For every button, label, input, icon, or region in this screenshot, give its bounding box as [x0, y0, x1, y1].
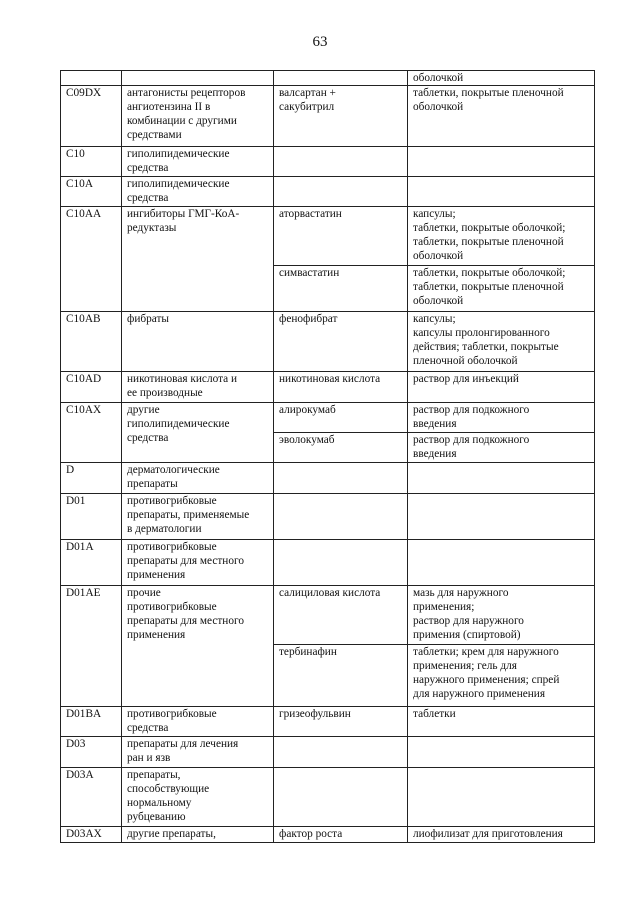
group-cell: фибраты — [122, 312, 274, 372]
dosage-form-cell: раствор для инъекций — [408, 372, 595, 403]
group-cell: никотиновая кислота и ее производные — [122, 372, 274, 403]
dosage-form-cell: раствор для подкожного введения — [408, 433, 595, 463]
drug-name-cell: гризеофульвин — [274, 707, 408, 737]
group-cell: антагонисты рецепторов ангиотензина II в комбинации с другими средствами — [122, 86, 274, 147]
drug-name-cell: аторвастатин — [274, 207, 408, 266]
dosage-form-cell: капсулы; капсулы пролонгированного действия; таблетки, покрытые пленочной оболочкой — [408, 312, 595, 372]
atc-code-cell: D01BA — [61, 707, 122, 737]
drug-name-cell — [274, 177, 408, 207]
drug-name-cell — [274, 71, 408, 86]
atc-code-cell: D03AX — [61, 827, 122, 843]
dosage-form-cell: таблетки — [408, 707, 595, 737]
atc-code-cell — [61, 71, 122, 86]
dosage-form-cell: раствор для подкожного введения — [408, 403, 595, 433]
drug-name-cell: салициловая кислота — [274, 586, 408, 645]
group-cell: другие гиполипидемические средства — [122, 403, 274, 463]
atc-code-cell: C10AD — [61, 372, 122, 403]
dosage-form-cell — [408, 463, 595, 494]
table-row — [61, 207, 595, 266]
atc-code-cell: D — [61, 463, 122, 494]
group-cell: противогрибковые препараты, применяемые в дерматологии — [122, 494, 274, 540]
group-cell: другие препараты, — [122, 827, 274, 843]
dosage-form-cell — [408, 147, 595, 177]
drug-name-cell: алирокумаб — [274, 403, 408, 433]
drug-name-cell: тербинафин — [274, 645, 408, 707]
atc-code-cell: C10AX — [61, 403, 122, 463]
table-row — [61, 586, 595, 645]
atc-code-cell: C10AA — [61, 207, 122, 312]
dosage-form-cell — [408, 177, 595, 207]
atc-code-cell: D01AE — [61, 586, 122, 707]
drug-name-cell: эволокумаб — [274, 433, 408, 463]
group-cell: противогрибковые препараты для местного применения — [122, 540, 274, 586]
table-row — [61, 768, 595, 827]
group-cell: гиполипидемические средства — [122, 147, 274, 177]
table-row — [61, 463, 595, 494]
atc-code-cell: D01 — [61, 494, 122, 540]
drug-name-cell: валсартан + сакубитрил — [274, 86, 408, 147]
drug-name-cell: симвастатин — [274, 266, 408, 312]
atc-code-cell: C10A — [61, 177, 122, 207]
table-row — [61, 147, 595, 177]
drug-name-cell: фактор роста — [274, 827, 408, 843]
table-row — [61, 403, 595, 433]
group-cell: ингибиторы ГМГ-КоА- редуктазы — [122, 207, 274, 312]
atc-code-cell: C09DX — [61, 86, 122, 147]
drug-name-cell — [274, 540, 408, 586]
table-row — [61, 737, 595, 768]
group-cell: препараты для лечения ран и язв — [122, 737, 274, 768]
table-row — [61, 827, 595, 843]
atc-code-cell: C10 — [61, 147, 122, 177]
dosage-form-cell: таблетки, покрытые оболочкой; таблетки, покрытые пленочной оболочкой — [408, 266, 595, 312]
drug-name-cell: никотиновая кислота — [274, 372, 408, 403]
dosage-form-cell — [408, 494, 595, 540]
drug-name-cell — [274, 463, 408, 494]
table-row — [61, 71, 595, 86]
drug-name-cell: фенофибрат — [274, 312, 408, 372]
group-cell: дерматологические препараты — [122, 463, 274, 494]
dosage-form-cell: лиофилизат для приготовления — [408, 827, 595, 843]
group-cell — [122, 71, 274, 86]
group-cell: прочие противогрибковые препараты для местного применения — [122, 586, 274, 707]
dosage-form-cell: таблетки; крем для наружного применения; гель для наружного применения; спрей для наружного применения — [408, 645, 595, 707]
dosage-form-cell: оболочкой — [408, 71, 595, 86]
dosage-form-cell — [408, 768, 595, 827]
drug-name-cell — [274, 737, 408, 768]
table-row — [61, 494, 595, 540]
table-row — [61, 540, 595, 586]
atc-code-cell: D01A — [61, 540, 122, 586]
table-row — [61, 86, 595, 147]
dosage-form-cell: капсулы; таблетки, покрытые оболочкой; таблетки, покрытые пленочной оболочкой — [408, 207, 595, 266]
table-row — [61, 177, 595, 207]
dosage-form-cell: мазь для наружного применения; раствор для наружного примения (спиртовой) — [408, 586, 595, 645]
dosage-form-cell — [408, 540, 595, 586]
dosage-form-cell — [408, 737, 595, 768]
group-cell: противогрибковые средства — [122, 707, 274, 737]
dosage-form-cell: таблетки, покрытые пленочной оболочкой — [408, 86, 595, 147]
atc-code-cell: D03A — [61, 768, 122, 827]
drug-name-cell — [274, 494, 408, 540]
drug-table — [60, 70, 595, 843]
group-cell: препараты, способствующие нормальному рубцеванию — [122, 768, 274, 827]
drug-name-cell — [274, 768, 408, 827]
group-cell: гиполипидемические средства — [122, 177, 274, 207]
drug-name-cell — [274, 147, 408, 177]
atc-code-cell: D03 — [61, 737, 122, 768]
table-row — [61, 312, 595, 372]
page-number: 63 — [312, 34, 328, 50]
table-row — [61, 372, 595, 403]
atc-code-cell: C10AB — [61, 312, 122, 372]
table-row — [61, 707, 595, 737]
